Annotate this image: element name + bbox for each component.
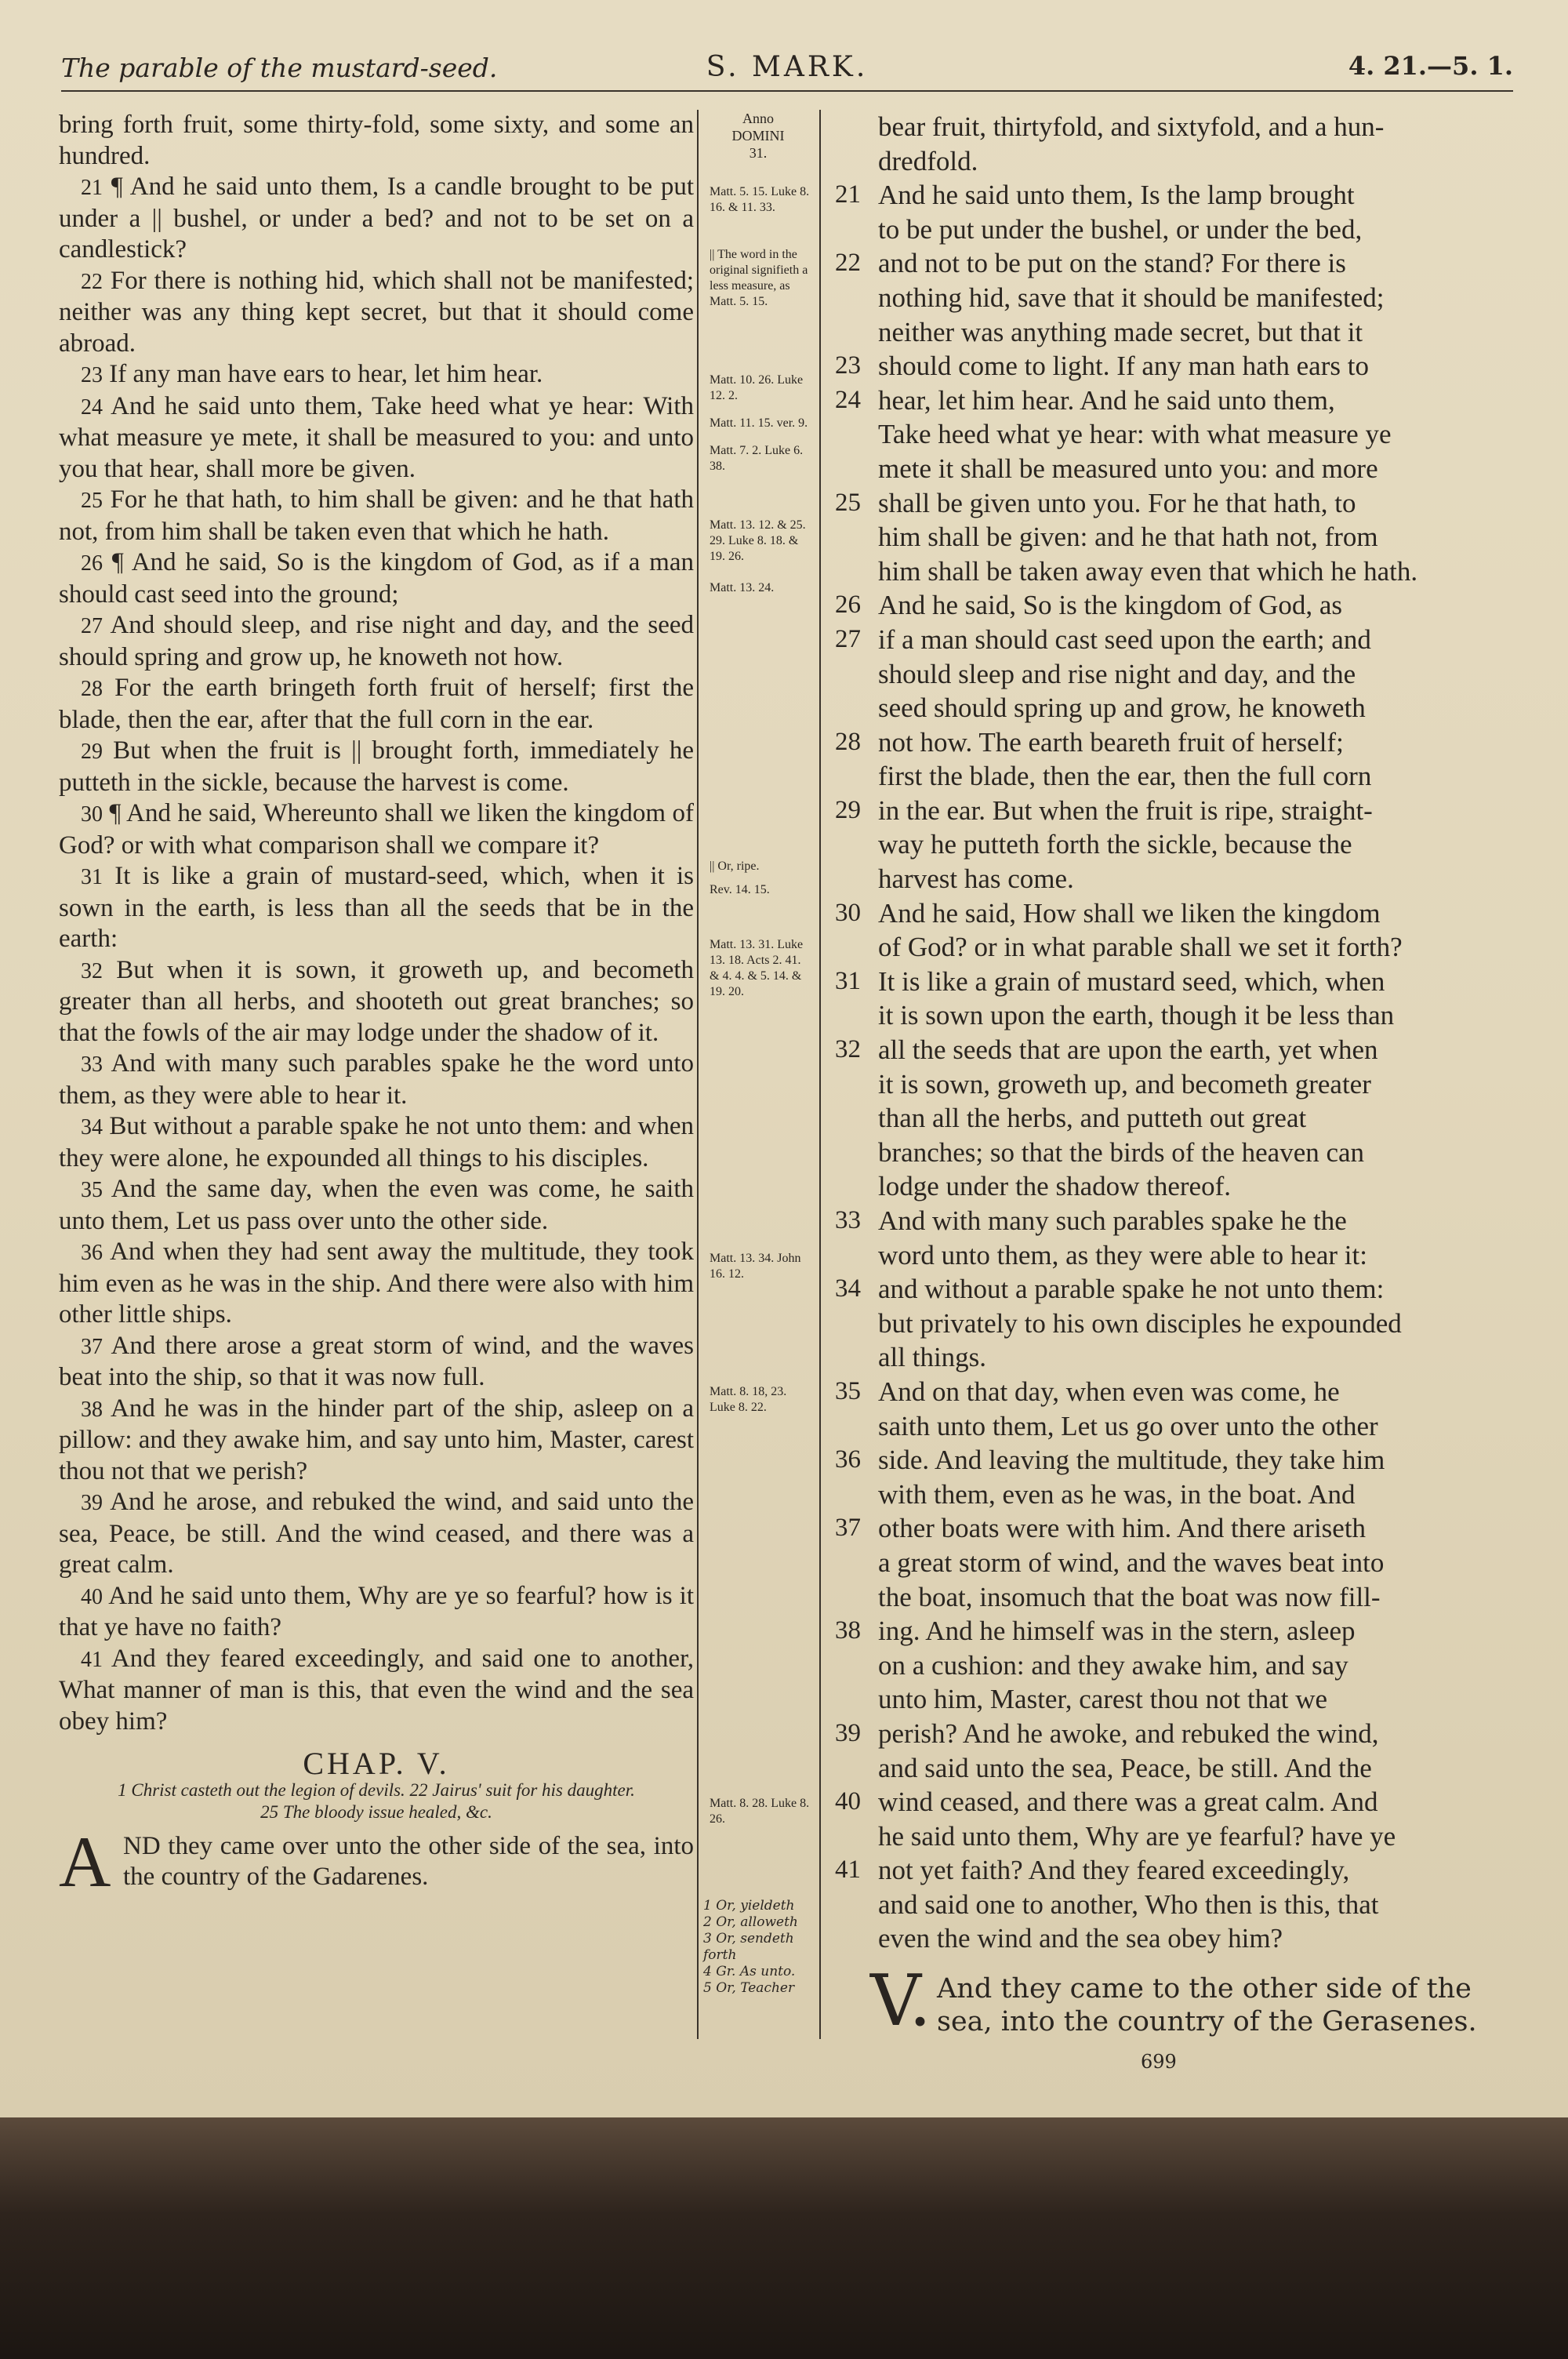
verse-number: 37: [81, 1334, 103, 1359]
verse-number: 31: [81, 865, 103, 889]
rv-line-text: way he putteth forth the sickle, because the: [878, 829, 1352, 860]
verse-paragraph: [59, 1049, 694, 1111]
verse-paragraph: [59, 391, 694, 485]
verse-number: 23: [81, 363, 103, 387]
rv-line: [835, 1204, 1509, 1238]
anno-domini: [703, 110, 813, 162]
chapter5-verse1: And they came to the other side of the sea, into the country of the Gerasenes.: [937, 1973, 1477, 2037]
rv-line: [835, 281, 1509, 315]
cross-reference: Matt. 10. 26. Luke 12. 2.: [710, 373, 804, 402]
verse-text: ¶ And he said, Whereunto shall we liken the kingdom of God? or with what comparison shall we compare it?: [59, 799, 695, 860]
rv-line-text: lodge under the shadow thereof.: [878, 1171, 1231, 1202]
rv-line: [835, 1682, 1509, 1717]
rv-line-text: bear fruit, thirtyfold, and sixtyfold, and a hun-: [878, 111, 1385, 142]
verse-text: And there arose a great storm of wind, and the waves beat into the ship, so that it was now full.: [59, 1331, 694, 1391]
verse-number: 33: [81, 1052, 103, 1077]
verse-text: If any man have ears to hear, let him hear.: [109, 360, 543, 388]
cross-reference: Matt. 5. 15. Luke 8. 16. & 11. 33.: [710, 185, 810, 214]
footnote: 1 Or, yieldeth: [703, 1898, 795, 1914]
cross-reference: Matt. 8. 28. Luke 8. 26.: [710, 1797, 810, 1826]
rv-line: [835, 1272, 1509, 1307]
authorized-version-column: [59, 110, 694, 2039]
rv-line: [835, 588, 1509, 623]
rv-line-text: And he said unto them, Is the lamp brought: [878, 180, 1355, 211]
rv-line-text: him shall be taken away even that which he hath.: [878, 555, 1418, 587]
rv-line: [835, 862, 1509, 896]
anno-label: Anno: [742, 111, 774, 126]
verse-text: For he that hath, to him shall be given: and he that hath not, from him shall be taken even that which he hath.: [59, 485, 694, 546]
verse-number: 26: [835, 591, 861, 620]
column-divider-left: [697, 110, 699, 2039]
rv-line-text: than all the herbs, and putteth out great: [878, 1103, 1307, 1134]
rv-line-text: seed should spring up and grow, he knoweth: [878, 692, 1366, 724]
rv-line: [835, 1101, 1509, 1136]
rv-line-text: wind ceased, and there was a great calm. And: [878, 1787, 1378, 1818]
rv-line-text: it is sown, groweth up, and becometh greater: [878, 1068, 1371, 1100]
rv-line-text: all things.: [878, 1342, 987, 1373]
rv-line: [835, 623, 1509, 657]
rv-line: [835, 794, 1509, 828]
rv-line: [835, 1751, 1509, 1786]
verse-number: 31: [835, 966, 861, 995]
rv-line-text: and not to be put on the stand? For there is: [878, 248, 1346, 279]
rv-line: [835, 827, 1509, 862]
verse-paragraph: [59, 798, 694, 861]
verse-number: 23: [835, 351, 861, 380]
rv-line-text: branches; so that the birds of the heaven can: [878, 1136, 1365, 1168]
cross-reference: Matt. 13. 24.: [710, 581, 775, 594]
rv-line-text: the boat, insomuch that the boat was now fill-: [878, 1581, 1381, 1612]
rv-line-text: And with many such parables spake he the: [878, 1205, 1347, 1236]
verse-number: 29: [835, 795, 861, 824]
rv-line-text: should come to light. If any man hath ears to: [878, 351, 1369, 382]
rv-line-text: other boats were with him. And there ariseth: [878, 1513, 1367, 1544]
verse-text: It is like a grain of mustard-seed, which, when it is sown in the earth, is less than all the seeds that be in the earth:: [59, 862, 695, 953]
rv-line: [835, 383, 1509, 418]
rv-line: [835, 246, 1509, 281]
verse-text: For the earth bringeth forth fruit of herself; first the blade, then the ear, after that the full corn in the ear.: [59, 674, 694, 734]
rv-line-text: to be put under the bushel, or under the bed,: [878, 213, 1363, 245]
verse-number: 39: [81, 1491, 103, 1515]
cross-reference: Matt. 13. 31. Luke 13. 18. Acts 2. 41. & 4. 4. & 5. 14. & 19. 20.: [710, 938, 804, 998]
verse-paragraph: [59, 861, 694, 955]
verse-paragraph: [59, 1174, 694, 1237]
rv-line-text: him shall be given: and he that hath not, from: [878, 522, 1378, 553]
verse-number: 21: [81, 176, 103, 200]
verse-text: ¶ And he said unto them, Is a candle brought to be put under a || bushel, or under a bed? and not to be set on a candlestick?: [59, 173, 695, 264]
rv-line-text: of God? or in what parable shall we set it forth?: [878, 932, 1403, 963]
rv-line: [835, 1888, 1509, 1922]
rv-line-text: and said unto the sea, Peace, be still. And the: [878, 1752, 1372, 1783]
rv-line: [835, 1785, 1509, 1819]
page-number: 699: [1141, 2051, 1177, 2073]
verse-paragraph: [59, 485, 694, 547]
verse-paragraph: [59, 1331, 694, 1394]
footnotes: [703, 1898, 813, 1997]
verse-paragraph: [59, 266, 694, 360]
rv-line-text: saith unto them, Let us go over unto the other: [878, 1410, 1378, 1441]
footnote: 5 Or, Teacher: [703, 1980, 795, 1996]
verse-paragraph: [59, 1487, 694, 1581]
column-divider-right: [819, 110, 821, 2039]
verse-number: 34: [81, 1115, 103, 1140]
verse-number: 25: [81, 489, 103, 513]
verse-number: 30: [835, 898, 861, 927]
verse-text: And he said unto them, Take heed what ye hear: With what measure ye mete, it shall be measured to you: and unto you that hear, shall more be given.: [59, 391, 694, 483]
rv-line-text: and said one to another, Who then is this, that: [878, 1888, 1379, 1920]
rv-line: [835, 1067, 1509, 1102]
rv-line: [835, 896, 1509, 931]
verse-text: But when it is sown, it groweth up, and becometh greater than all herbs, and shooteth out great branches; so that the fowls of the air may lodge under the shadow of it.: [59, 955, 695, 1047]
rv-line-text: It is like a grain of mustard seed, which, when: [878, 965, 1385, 997]
rv-line: [835, 930, 1509, 965]
verse-number: 30: [81, 802, 103, 827]
verse-number: 41: [81, 1647, 103, 1672]
verse-text: For there is nothing hid, which shall not be manifested; neither was any thing kept secret, but that it should come abroad.: [59, 266, 695, 358]
rv-line-text: it is sown upon the earth, though it be less than: [878, 1000, 1395, 1031]
verse-number: 36: [835, 1445, 861, 1474]
verse-number: 28: [835, 727, 861, 756]
verse-text: And he said unto them, Why are ye so fearful? how is it that ye have no faith?: [59, 1581, 694, 1641]
rv-line: [835, 178, 1509, 213]
rv-line-text: perish? And he awoke, and rebuked the wind,: [878, 1717, 1379, 1749]
rv-line: [835, 1853, 1509, 1888]
verse-paragraph: [59, 1111, 694, 1174]
verse-number: 22: [835, 249, 861, 278]
verse-text: But without a parable spake he not unto them: and when they were alone, he expounded all things to his disciples.: [59, 1112, 695, 1172]
verse-paragraph: [59, 955, 694, 1049]
verse-text: And when they had sent away the multitude, they took him even as he was in the ship. And there were also with him other little ships.: [59, 1238, 694, 1329]
rv-line: [835, 1921, 1509, 1956]
rv-line-text: if a man should cast seed upon the earth; and: [878, 623, 1371, 655]
rv-line: [835, 1580, 1509, 1615]
verse-paragraph: [59, 673, 694, 736]
rv-line: [835, 1307, 1509, 1341]
chapter-first-verse: [59, 1821, 694, 1902]
rv-line: [835, 1409, 1509, 1444]
header-title-left: The parable of the mustard-seed.: [61, 53, 498, 83]
verse-number: 28: [81, 677, 103, 701]
dropcap-a: A: [59, 1821, 111, 1902]
verse-text: And with many such parables spake he the word unto them, as they were able to hear it.: [59, 1049, 694, 1110]
rv-line: [835, 1033, 1509, 1067]
verse-number: 27: [835, 624, 861, 653]
verse-number: 41: [835, 1856, 861, 1885]
rv-line-text: And he said, How shall we liken the kingdom: [878, 897, 1381, 929]
verse-paragraph: [59, 359, 694, 391]
verse-number: 24: [835, 385, 861, 414]
verse-number: 35: [835, 1376, 861, 1405]
rv-line: [835, 486, 1509, 521]
rv-line: [835, 1648, 1509, 1683]
header-book: S. MARK.: [706, 51, 869, 83]
verse-number: 25: [835, 488, 861, 517]
verse-number: 33: [835, 1206, 861, 1234]
rv-line: [835, 691, 1509, 725]
verse-number: 24: [81, 394, 103, 420]
cross-reference: Matt. 13. 12. & 25. 29. Luke 8. 18. & 19. 26.: [710, 518, 806, 563]
rv-line-text: a great storm of wind, and the waves beat into: [878, 1547, 1385, 1578]
rv-line: [835, 1169, 1509, 1204]
rv-line-text: in the ear. But when the fruit is ripe, straight-: [878, 794, 1373, 826]
rv-line-text: even the wind and the sea obey him?: [878, 1923, 1283, 1954]
cross-reference: Rev. 14. 15.: [710, 883, 770, 896]
chapter-summary: 1 Christ casteth out the legion of devils. 22 Jairus' suit for his daughter.: [118, 1779, 635, 1800]
rv-line-text: word unto them, as they were able to hear it:: [878, 1239, 1367, 1270]
rv-line-text: mete it shall be measured unto you: and more: [878, 453, 1378, 484]
footnote: 3 Or, sendeth forth: [703, 1931, 794, 1963]
rv-line-text: Take heed what ye hear: with what measure ye: [878, 419, 1392, 450]
verse-number: 26: [81, 551, 103, 576]
verse-paragraph: [59, 172, 694, 266]
rv-line: [835, 213, 1509, 247]
rv-line: [835, 452, 1509, 486]
verse-number: 38: [835, 1616, 861, 1645]
verse-number: 32: [81, 958, 103, 983]
verse-number: 34: [835, 1274, 861, 1303]
verse-paragraph: [59, 1644, 694, 1738]
rv-line-text: on a cushion: and they awake him, and say: [878, 1649, 1348, 1681]
verse-paragraph: [59, 1581, 694, 1644]
cross-reference: Matt. 11. 15. ver. 9.: [710, 416, 808, 430]
rv-line: [835, 998, 1509, 1033]
rv-line-text: not how. The earth beareth fruit of herself;: [878, 726, 1344, 758]
rv-line-text: not yet faith? And they feared exceedingly,: [878, 1855, 1350, 1886]
verse-number: 37: [835, 1514, 861, 1543]
rv-line-text: and without a parable spake he not unto them:: [878, 1274, 1385, 1305]
running-header: [61, 43, 1513, 92]
cross-reference: || Or, ripe.: [710, 860, 760, 873]
cross-reference: Matt. 7. 2. Luke 6. 38.: [710, 444, 804, 473]
verse-number: 40: [835, 1787, 861, 1816]
rv-line: [835, 725, 1509, 760]
verse-number: 29: [81, 740, 103, 764]
rv-line: [835, 417, 1509, 452]
verse-text: And should sleep, and rise night and day, and the seed should spring and grow up, he knoweth not how.: [59, 611, 694, 671]
verse-text: ¶ And he said, So is the kingdom of God, as if a man should cast seed into the ground;: [59, 548, 695, 609]
rv-line-text: with them, even as he was, in the boat. And: [878, 1478, 1356, 1510]
rv-line: [835, 1614, 1509, 1648]
verse-text: And he was in the hinder part of the ship, asleep on a pillow: and they awake him, and say unto him, Master, carest thou not that we perish?: [59, 1394, 694, 1485]
rv-line-text: nothing hid, save that it should be manifested;: [878, 282, 1385, 313]
chapter5-opening: [870, 1960, 1513, 2042]
revised-version-column: [835, 110, 1509, 2042]
rv-line-text: he said unto them, Why are ye fearful? have ye: [878, 1820, 1396, 1852]
verse-number: 32: [835, 1035, 861, 1064]
verse-text: And they feared exceedingly, and said one to another, What manner of man is this, that even the wind and the sea obey him?: [59, 1644, 694, 1736]
verse-paragraph: [59, 1237, 694, 1331]
rv-line: [835, 1443, 1509, 1478]
rv-line: [835, 1238, 1509, 1273]
cross-reference: || The word in the original signifieth a less measure, as Matt. 5. 15.: [710, 248, 808, 308]
verse-paragraph: [59, 547, 694, 610]
rv-line-text: And he said, So is the kingdom of God, as: [878, 590, 1343, 621]
rv-line: [835, 1340, 1509, 1375]
rv-line: [835, 315, 1509, 350]
dropcap-v: V.: [870, 1960, 931, 2042]
footnote: 2 Or, alloweth: [703, 1914, 798, 1930]
rv-line: [835, 349, 1509, 383]
rv-line: [835, 1375, 1509, 1409]
rv-line: [835, 520, 1509, 554]
book-binding: [0, 2117, 1568, 2359]
rv-line-text: all the seeds that are upon the earth, yet when: [878, 1034, 1378, 1066]
rv-line: [835, 965, 1509, 999]
cross-reference: Matt. 8. 18, 23. Luke 8. 22.: [710, 1385, 787, 1414]
cross-reference: Matt. 13. 34. John 16. 12.: [710, 1252, 801, 1281]
rv-line: [835, 144, 1509, 179]
rv-line-text: hear, let him hear. And he said unto them,: [878, 384, 1335, 416]
rv-line: [835, 1717, 1509, 1751]
verse-paragraph: [59, 1394, 694, 1488]
year-label: 31.: [749, 145, 768, 161]
rv-line: [835, 1511, 1509, 1546]
footnote: 4 Gr. As unto.: [703, 1964, 796, 1979]
rv-line: [835, 759, 1509, 794]
verse-number: 36: [81, 1241, 103, 1265]
domini-label: DOMINI: [731, 128, 785, 144]
rv-line-text: unto him, Master, carest thou not that we: [878, 1684, 1328, 1715]
rv-line-text: ing. And he himself was in the stern, asleep: [878, 1616, 1356, 1647]
verse-paragraph: [59, 110, 694, 172]
rv-line: [835, 657, 1509, 692]
chapter-summary: 25 The bloody issue healed, &c.: [260, 1801, 492, 1822]
rv-line-text: harvest has come.: [878, 863, 1074, 895]
verse-text: bring forth fruit, some thirty-fold, some sixty, and some an hundred.: [59, 111, 694, 170]
first-verse-text: ND they came over unto the other side of the sea, into the country of the Gadarenes.: [123, 1831, 694, 1891]
chapter-heading: CHAP. V.: [303, 1746, 450, 1781]
header-reference: 4. 21.—5. 1.: [1348, 51, 1513, 81]
margin-references: [703, 110, 813, 2039]
rv-line: [835, 1136, 1509, 1170]
verse-text: And he arose, and rebuked the wind, and said unto the sea, Peace, be still. And the wind ceased, and there was a great calm.: [59, 1488, 694, 1579]
verse-number: 40: [81, 1584, 103, 1609]
rv-line-text: side. And leaving the multitude, they take him: [878, 1445, 1385, 1476]
verse-paragraph: [59, 736, 694, 798]
verse-number: 27: [81, 614, 103, 638]
verse-number: 38: [81, 1397, 103, 1422]
rv-line-text: should sleep and rise night and day, and the: [878, 658, 1356, 689]
rv-line-text: first the blade, then the ear, then the full corn: [878, 761, 1372, 792]
rv-line-text: dredfold.: [878, 145, 978, 176]
rv-line-text: but privately to his own disciples he expounded: [878, 1307, 1402, 1339]
rv-line: [835, 554, 1509, 589]
rv-line-text: And on that day, when even was come, he: [878, 1376, 1340, 1407]
verse-text: And the same day, when the even was come, he saith unto them, Let us pass over unto the other side.: [59, 1175, 694, 1235]
rv-line-text: neither was anything made secret, but that it: [878, 316, 1363, 347]
rv-line: [835, 110, 1509, 144]
verse-text: But when the fruit is || brought forth, immediately he putteth in the sickle, because the harvest is come.: [59, 736, 695, 797]
rv-line-text: shall be given unto you. For he that hath, to: [878, 487, 1356, 518]
verse-number: 39: [835, 1718, 861, 1747]
verse-paragraph: [59, 610, 694, 673]
verse-number: 35: [81, 1178, 103, 1202]
rv-line: [835, 1478, 1509, 1512]
verse-number: 22: [81, 269, 103, 294]
rv-line: [835, 1546, 1509, 1580]
rv-line: [835, 1819, 1509, 1854]
verse-number: 21: [835, 180, 861, 209]
